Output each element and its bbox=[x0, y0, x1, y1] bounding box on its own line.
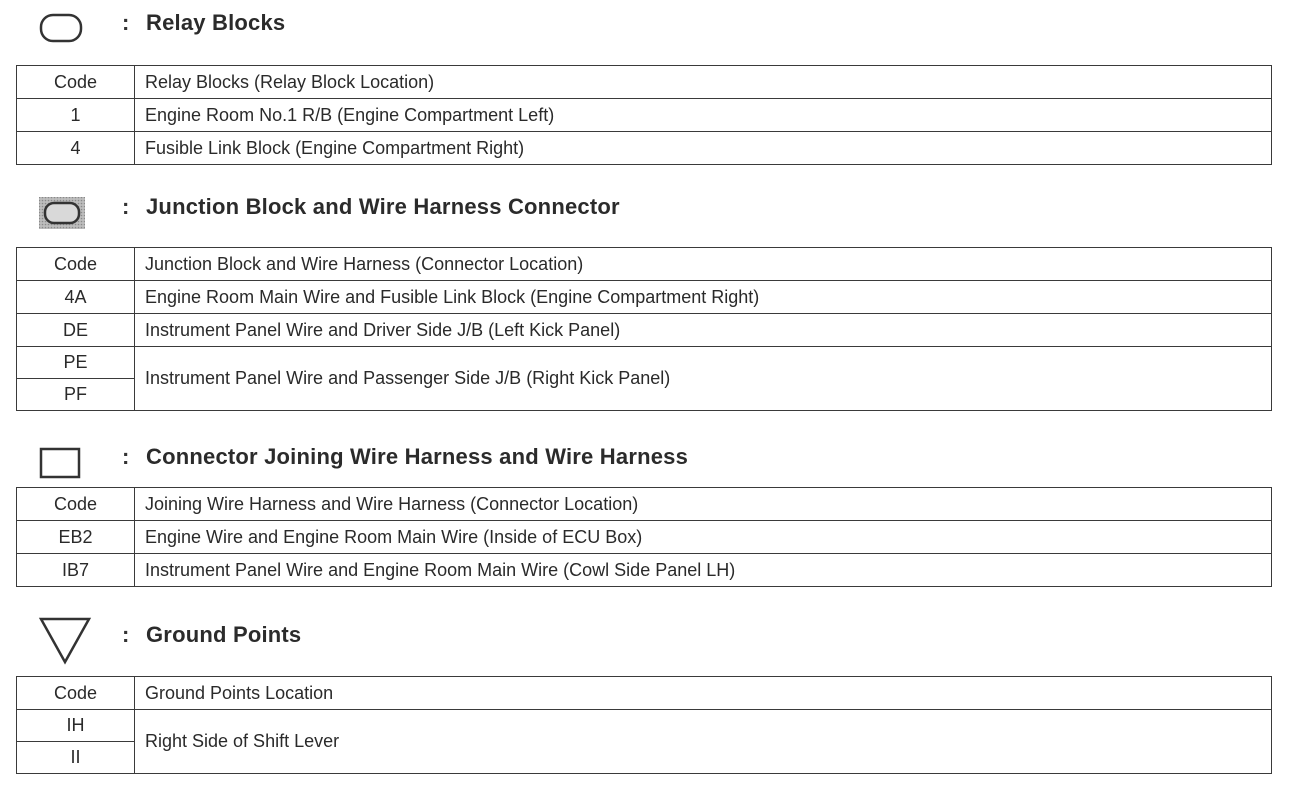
code-header: Code bbox=[17, 248, 135, 281]
connector-joining-heading bbox=[16, 440, 1272, 480]
code-cell: 1 bbox=[17, 99, 135, 132]
junction-block-table bbox=[16, 247, 1272, 411]
code-cell: DE bbox=[17, 314, 135, 347]
table-row bbox=[17, 99, 1272, 132]
description-cell: Engine Room Main Wire and Fusible Link Block (Engine Compartment Right) bbox=[135, 281, 1272, 314]
rounded-rect-icon bbox=[38, 12, 84, 44]
ground-points-table bbox=[16, 676, 1272, 774]
code-cell: 4 bbox=[17, 132, 135, 165]
relay-blocks-section bbox=[16, 6, 1272, 165]
code-cell: PE bbox=[17, 347, 134, 379]
heading-colon: : bbox=[122, 194, 130, 219]
code-cell: IH bbox=[17, 710, 134, 742]
table-header-row bbox=[17, 677, 1272, 710]
description-cell: Instrument Panel Wire and Passenger Side J/B (Right Kick Panel) bbox=[135, 347, 1272, 411]
ground-points-section bbox=[16, 614, 1272, 774]
code-cell-split bbox=[17, 710, 135, 774]
code-header: Code bbox=[17, 488, 135, 521]
description-cell: Fusible Link Block (Engine Compartment Right) bbox=[135, 132, 1272, 165]
relay-blocks-table bbox=[16, 65, 1272, 165]
triangle-down-icon bbox=[36, 614, 94, 666]
square-icon bbox=[38, 446, 84, 480]
junction-block-heading bbox=[16, 190, 1272, 230]
section-title: Ground Points bbox=[146, 622, 302, 647]
description-header: Junction Block and Wire Harness (Connector Location) bbox=[135, 248, 1272, 281]
code-header: Code bbox=[17, 66, 135, 99]
table-row bbox=[17, 132, 1272, 165]
table-row bbox=[17, 710, 1272, 774]
table-header-row bbox=[17, 488, 1272, 521]
table-row bbox=[17, 314, 1272, 347]
connector-joining-section bbox=[16, 440, 1272, 587]
table-header-row bbox=[17, 248, 1272, 281]
table-row bbox=[17, 281, 1272, 314]
code-cell: PF bbox=[63, 384, 87, 404]
section-title: Connector Joining Wire Harness and Wire Harness bbox=[146, 444, 689, 469]
description-header: Joining Wire Harness and Wire Harness (Connector Location) bbox=[135, 488, 1272, 521]
table-row bbox=[17, 554, 1272, 587]
code-cell: IB7 bbox=[17, 554, 135, 587]
shaded-rounded-rect-icon bbox=[38, 196, 86, 230]
description-cell: Engine Wire and Engine Room Main Wire (Inside of ECU Box) bbox=[135, 521, 1272, 554]
code-cell: EB2 bbox=[17, 521, 135, 554]
description-cell: Right Side of Shift Lever bbox=[135, 710, 1272, 774]
connector-joining-table bbox=[16, 487, 1272, 587]
table-row bbox=[17, 347, 1272, 411]
table-row bbox=[17, 521, 1272, 554]
section-title: Relay Blocks bbox=[146, 10, 286, 35]
heading-colon: : bbox=[122, 444, 130, 469]
junction-block-section bbox=[16, 190, 1272, 411]
table-header-row bbox=[17, 66, 1272, 99]
description-header: Ground Points Location bbox=[135, 677, 1272, 710]
code-cell-split bbox=[17, 347, 135, 411]
ground-points-heading bbox=[16, 614, 1272, 666]
code-header: Code bbox=[17, 677, 135, 710]
description-cell: Instrument Panel Wire and Driver Side J/B (Left Kick Panel) bbox=[135, 314, 1272, 347]
section-title: Junction Block and Wire Harness Connector bbox=[146, 194, 620, 219]
code-cell: 4A bbox=[17, 281, 135, 314]
description-header: Relay Blocks (Relay Block Location) bbox=[135, 66, 1272, 99]
relay-blocks-heading bbox=[16, 6, 1272, 46]
heading-colon: : bbox=[122, 10, 130, 35]
heading-colon: : bbox=[122, 622, 130, 647]
code-cell: II bbox=[70, 747, 81, 767]
description-cell: Instrument Panel Wire and Engine Room Main Wire (Cowl Side Panel LH) bbox=[135, 554, 1272, 587]
description-cell: Engine Room No.1 R/B (Engine Compartment Left) bbox=[135, 99, 1272, 132]
